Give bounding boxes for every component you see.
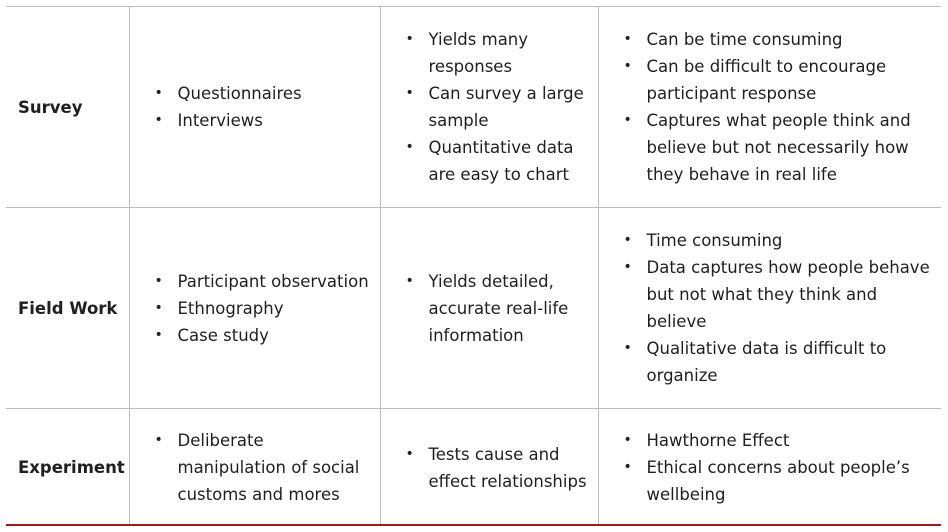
list-item: • Yields many responses <box>429 26 590 80</box>
types-list <box>130 268 380 349</box>
bottom-accent-rule <box>6 524 941 526</box>
table-row <box>6 409 941 527</box>
list-item: • Deliberate manipulation of social customs and mores <box>178 427 372 508</box>
disadvantages-cell <box>598 409 941 527</box>
list-item: • Tests cause and effect relationships <box>429 441 590 495</box>
method-label: Experiment <box>18 458 125 477</box>
disadvantages-list <box>599 227 942 389</box>
list-item: • Can be difficult to encourage participant response <box>647 53 934 107</box>
list-item: • Captures what people think and believe but not necessarily how they behave in real life <box>647 107 934 188</box>
disadvantages-list <box>599 427 942 508</box>
list-item: • Yields detailed, accurate real-life information <box>429 268 590 349</box>
advantages-list <box>381 441 598 495</box>
list-item: • Qualitative data is difficult to organize <box>647 335 934 389</box>
types-cell <box>129 7 380 208</box>
disadvantages-cell <box>598 208 941 409</box>
table-row <box>6 208 941 409</box>
list-item: • Participant observation <box>178 268 372 295</box>
advantages-cell <box>380 208 598 409</box>
method-cell <box>6 208 129 409</box>
advantages-cell <box>380 7 598 208</box>
list-item: • Can survey a large sample <box>429 80 590 134</box>
list-item: • Time consuming <box>647 227 934 254</box>
advantages-list <box>381 268 598 349</box>
advantages-list <box>381 26 598 188</box>
list-item: • Questionnaires <box>178 80 372 107</box>
list-item: • Quantitative data are easy to chart <box>429 134 590 188</box>
method-label: Field Work <box>18 298 118 318</box>
disadvantages-list <box>599 26 942 188</box>
list-item: • Can be time consuming <box>647 26 934 53</box>
types-list <box>130 427 380 508</box>
list-item: • Interviews <box>178 107 372 134</box>
list-item: • Ethnography <box>178 295 372 322</box>
table-row <box>6 7 941 208</box>
disadvantages-cell <box>598 7 941 208</box>
advantages-cell <box>380 409 598 527</box>
research-methods-table <box>6 6 941 526</box>
list-item: • Case study <box>178 322 372 349</box>
list-item: • Ethical concerns about people’s wellbeing <box>647 454 934 508</box>
method-cell <box>6 409 129 527</box>
list-item: • Data captures how people behave but not what they think and believe <box>647 254 934 335</box>
types-list <box>130 80 380 134</box>
list-item: • Hawthorne Effect <box>647 427 934 454</box>
types-cell <box>129 208 380 409</box>
method-cell <box>6 7 129 208</box>
method-label: Survey <box>18 97 83 117</box>
types-cell <box>129 409 380 527</box>
